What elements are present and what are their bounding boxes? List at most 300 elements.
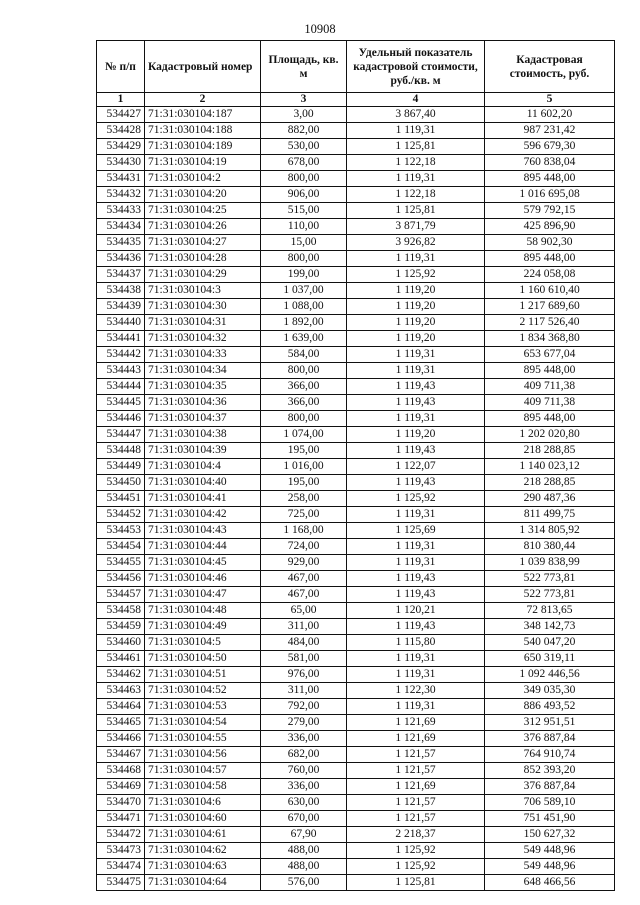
row-number-cell: 534460 — [97, 635, 145, 651]
cadastral-number-cell: 71:31:030104:188 — [145, 123, 261, 139]
cadastral-number-cell: 71:31:030104:36 — [145, 395, 261, 411]
area-cell: 724,00 — [261, 539, 347, 555]
row-number-cell: 534463 — [97, 683, 145, 699]
column-index: 5 — [485, 93, 615, 107]
row-number-cell: 534429 — [97, 139, 145, 155]
row-number-cell: 534436 — [97, 251, 145, 267]
table-row — [97, 299, 615, 315]
cadastral-cost-cell: 852 393,20 — [485, 763, 615, 779]
table-row — [97, 331, 615, 347]
cadastral-cost-cell: 886 493,52 — [485, 699, 615, 715]
area-cell: 366,00 — [261, 379, 347, 395]
unit-rate-cell: 1 122,18 — [347, 155, 485, 171]
row-number-cell: 534455 — [97, 555, 145, 571]
cadastral-cost-cell: 1 160 610,40 — [485, 283, 615, 299]
table-row — [97, 523, 615, 539]
cadastral-number-cell: 71:31:030104:20 — [145, 187, 261, 203]
table-row — [97, 155, 615, 171]
unit-rate-cell: 1 119,43 — [347, 475, 485, 491]
unit-rate-cell: 1 119,31 — [347, 363, 485, 379]
header-number: № п/п — [97, 41, 145, 93]
unit-rate-cell: 1 119,31 — [347, 347, 485, 363]
cadastral-cost-cell: 409 711,38 — [485, 395, 615, 411]
area-cell: 584,00 — [261, 347, 347, 363]
cadastral-number-cell: 71:31:030104:29 — [145, 267, 261, 283]
cadastral-cost-cell: 376 887,84 — [485, 779, 615, 795]
cadastral-cost-cell: 522 773,81 — [485, 587, 615, 603]
table-row — [97, 843, 615, 859]
area-cell: 800,00 — [261, 363, 347, 379]
area-cell: 800,00 — [261, 251, 347, 267]
cadastral-number-cell: 71:31:030104:33 — [145, 347, 261, 363]
cadastral-cost-cell: 579 792,15 — [485, 203, 615, 219]
table-row — [97, 635, 615, 651]
cadastral-number-cell: 71:31:030104:40 — [145, 475, 261, 491]
cadastral-number-cell: 71:31:030104:58 — [145, 779, 261, 795]
cadastral-cost-cell: 1 092 446,56 — [485, 667, 615, 683]
row-number-cell: 534437 — [97, 267, 145, 283]
row-number-cell: 534462 — [97, 667, 145, 683]
cadastral-cost-cell: 1 016 695,08 — [485, 187, 615, 203]
row-number-cell: 534450 — [97, 475, 145, 491]
cadastral-cost-cell: 290 487,36 — [485, 491, 615, 507]
unit-rate-cell: 1 122,18 — [347, 187, 485, 203]
cadastral-cost-cell: 540 047,20 — [485, 635, 615, 651]
unit-rate-cell: 1 119,20 — [347, 315, 485, 331]
unit-rate-cell: 1 119,31 — [347, 667, 485, 683]
cadastral-number-cell: 71:31:030104:43 — [145, 523, 261, 539]
area-cell: 630,00 — [261, 795, 347, 811]
unit-rate-cell: 1 119,31 — [347, 123, 485, 139]
cadastral-cost-cell: 895 448,00 — [485, 171, 615, 187]
header-row — [97, 41, 615, 93]
table-row — [97, 459, 615, 475]
row-number-cell: 534432 — [97, 187, 145, 203]
cadastral-cost-cell: 11 602,20 — [485, 107, 615, 123]
unit-rate-cell: 1 119,31 — [347, 651, 485, 667]
unit-rate-cell: 1 119,20 — [347, 299, 485, 315]
row-number-cell: 534448 — [97, 443, 145, 459]
row-number-cell: 534473 — [97, 843, 145, 859]
area-cell: 976,00 — [261, 667, 347, 683]
unit-rate-cell: 1 125,92 — [347, 843, 485, 859]
cadastral-number-cell: 71:31:030104:50 — [145, 651, 261, 667]
unit-rate-cell: 1 121,57 — [347, 747, 485, 763]
cadastral-cost-cell: 409 711,38 — [485, 379, 615, 395]
row-number-cell: 534471 — [97, 811, 145, 827]
area-cell: 467,00 — [261, 571, 347, 587]
table-row — [97, 251, 615, 267]
table-row — [97, 619, 615, 635]
cadastral-cost-cell: 224 058,08 — [485, 267, 615, 283]
row-number-cell: 534465 — [97, 715, 145, 731]
unit-rate-cell: 1 125,81 — [347, 875, 485, 891]
unit-rate-cell: 3 867,40 — [347, 107, 485, 123]
column-index: 1 — [97, 93, 145, 107]
row-number-cell: 534442 — [97, 347, 145, 363]
cadastral-number-cell: 71:31:030104:4 — [145, 459, 261, 475]
row-number-cell: 534447 — [97, 427, 145, 443]
unit-rate-cell: 1 121,57 — [347, 795, 485, 811]
cadastral-number-cell: 71:31:030104:41 — [145, 491, 261, 507]
unit-rate-cell: 1 121,69 — [347, 731, 485, 747]
row-number-cell: 534461 — [97, 651, 145, 667]
cadastral-cost-cell: 810 380,44 — [485, 539, 615, 555]
cadastral-number-cell: 71:31:030104:38 — [145, 427, 261, 443]
row-number-cell: 534456 — [97, 571, 145, 587]
table-row — [97, 795, 615, 811]
cadastral-cost-cell: 150 627,32 — [485, 827, 615, 843]
table-row — [97, 235, 615, 251]
area-cell: 1 016,00 — [261, 459, 347, 475]
unit-rate-cell: 1 125,92 — [347, 859, 485, 875]
page-number: 10908 — [304, 22, 336, 36]
row-number-cell: 534443 — [97, 363, 145, 379]
unit-rate-cell: 1 125,92 — [347, 267, 485, 283]
cadastral-cost-cell: 895 448,00 — [485, 251, 615, 267]
unit-rate-cell: 1 119,43 — [347, 619, 485, 635]
cadastral-cost-cell: 653 677,04 — [485, 347, 615, 363]
cadastral-cost-cell: 549 448,96 — [485, 859, 615, 875]
unit-rate-cell: 1 122,30 — [347, 683, 485, 699]
area-cell: 1 088,00 — [261, 299, 347, 315]
area-cell: 195,00 — [261, 475, 347, 491]
cadastral-number-cell: 71:31:030104:57 — [145, 763, 261, 779]
cadastral-number-cell: 71:31:030104:46 — [145, 571, 261, 587]
unit-rate-cell: 1 119,20 — [347, 331, 485, 347]
area-cell: 366,00 — [261, 395, 347, 411]
row-number-cell: 534444 — [97, 379, 145, 395]
cadastral-cost-cell: 1 834 368,80 — [485, 331, 615, 347]
table-row — [97, 587, 615, 603]
area-cell: 3,00 — [261, 107, 347, 123]
area-cell: 65,00 — [261, 603, 347, 619]
cadastral-number-cell: 71:31:030104:64 — [145, 875, 261, 891]
table-row — [97, 763, 615, 779]
cadastral-cost-cell: 811 499,75 — [485, 507, 615, 523]
unit-rate-cell: 1 120,21 — [347, 603, 485, 619]
table-row — [97, 267, 615, 283]
cadastral-cost-cell: 349 035,30 — [485, 683, 615, 699]
cadastral-number-cell: 71:31:030104:25 — [145, 203, 261, 219]
cadastral-cost-cell: 522 773,81 — [485, 571, 615, 587]
row-number-cell: 534452 — [97, 507, 145, 523]
area-cell: 311,00 — [261, 619, 347, 635]
area-cell: 515,00 — [261, 203, 347, 219]
cadastral-cost-cell: 895 448,00 — [485, 411, 615, 427]
table-row — [97, 859, 615, 875]
row-number-cell: 534472 — [97, 827, 145, 843]
unit-rate-cell: 1 119,43 — [347, 587, 485, 603]
row-number-cell: 534451 — [97, 491, 145, 507]
unit-rate-cell: 1 119,31 — [347, 411, 485, 427]
column-index: 2 — [145, 93, 261, 107]
row-number-cell: 534433 — [97, 203, 145, 219]
unit-rate-cell: 1 121,69 — [347, 715, 485, 731]
row-number-cell: 534441 — [97, 331, 145, 347]
row-number-cell: 534475 — [97, 875, 145, 891]
table-row — [97, 779, 615, 795]
row-number-cell: 534457 — [97, 587, 145, 603]
table-row — [97, 875, 615, 891]
row-number-cell: 534459 — [97, 619, 145, 635]
cadastral-number-cell: 71:31:030104:63 — [145, 859, 261, 875]
cadastral-cost-cell: 312 951,51 — [485, 715, 615, 731]
cadastral-table — [96, 40, 615, 891]
table-row — [97, 731, 615, 747]
cadastral-number-cell: 71:31:030104:5 — [145, 635, 261, 651]
cadastral-cost-cell: 1 202 020,80 — [485, 427, 615, 443]
cadastral-cost-cell: 650 319,11 — [485, 651, 615, 667]
cadastral-cost-cell: 895 448,00 — [485, 363, 615, 379]
table-row — [97, 603, 615, 619]
area-cell: 725,00 — [261, 507, 347, 523]
table-row — [97, 363, 615, 379]
unit-rate-cell: 1 119,31 — [347, 539, 485, 555]
area-cell: 800,00 — [261, 171, 347, 187]
row-number-cell: 534435 — [97, 235, 145, 251]
cadastral-cost-cell: 1 039 838,99 — [485, 555, 615, 571]
header-cadastral-number: Кадастровый номер — [145, 41, 261, 93]
area-cell: 792,00 — [261, 699, 347, 715]
cadastral-cost-cell: 425 896,90 — [485, 219, 615, 235]
cadastral-cost-cell: 751 451,90 — [485, 811, 615, 827]
area-cell: 800,00 — [261, 411, 347, 427]
area-cell: 1 037,00 — [261, 283, 347, 299]
table-row — [97, 171, 615, 187]
unit-rate-cell: 3 871,79 — [347, 219, 485, 235]
header-area: Площадь, кв. м — [261, 41, 347, 93]
unit-rate-cell: 1 125,81 — [347, 203, 485, 219]
cadastral-cost-cell: 218 288,85 — [485, 443, 615, 459]
cadastral-number-cell: 71:31:030104:19 — [145, 155, 261, 171]
unit-rate-cell: 1 125,81 — [347, 139, 485, 155]
unit-rate-cell: 1 121,69 — [347, 779, 485, 795]
table-row — [97, 443, 615, 459]
table-row — [97, 123, 615, 139]
area-cell: 1 074,00 — [261, 427, 347, 443]
table-row — [97, 491, 615, 507]
table-row — [97, 811, 615, 827]
area-cell: 882,00 — [261, 123, 347, 139]
cadastral-number-cell: 71:31:030104:27 — [145, 235, 261, 251]
unit-rate-cell: 1 121,57 — [347, 811, 485, 827]
cadastral-cost-cell: 1 140 023,12 — [485, 459, 615, 475]
row-number-cell: 534428 — [97, 123, 145, 139]
area-cell: 906,00 — [261, 187, 347, 203]
cadastral-number-cell: 71:31:030104:51 — [145, 667, 261, 683]
unit-rate-cell: 1 125,69 — [347, 523, 485, 539]
unit-rate-cell: 1 119,31 — [347, 251, 485, 267]
unit-rate-cell: 1 119,43 — [347, 395, 485, 411]
unit-rate-cell: 1 119,43 — [347, 443, 485, 459]
unit-rate-cell: 1 119,20 — [347, 283, 485, 299]
cadastral-number-cell: 71:31:030104:31 — [145, 315, 261, 331]
cadastral-number-cell: 71:31:030104:49 — [145, 619, 261, 635]
cadastral-number-cell: 71:31:030104:39 — [145, 443, 261, 459]
row-number-cell: 534474 — [97, 859, 145, 875]
area-cell: 682,00 — [261, 747, 347, 763]
cadastral-cost-cell: 2 117 526,40 — [485, 315, 615, 331]
row-number-cell: 534427 — [97, 107, 145, 123]
cadastral-cost-cell: 987 231,42 — [485, 123, 615, 139]
cadastral-cost-cell: 648 466,56 — [485, 875, 615, 891]
table-row — [97, 203, 615, 219]
cadastral-cost-cell: 218 288,85 — [485, 475, 615, 491]
area-cell: 581,00 — [261, 651, 347, 667]
area-cell: 110,00 — [261, 219, 347, 235]
row-number-cell: 534468 — [97, 763, 145, 779]
cadastral-cost-cell: 596 679,30 — [485, 139, 615, 155]
row-number-cell: 534440 — [97, 315, 145, 331]
row-number-cell: 534438 — [97, 283, 145, 299]
area-cell: 530,00 — [261, 139, 347, 155]
table-row — [97, 715, 615, 731]
header-unit-rate: Удельный показатель кадастровой стоимости, руб./кв. м — [347, 41, 485, 93]
area-cell: 199,00 — [261, 267, 347, 283]
cadastral-number-cell: 71:31:030104:30 — [145, 299, 261, 315]
cadastral-cost-cell: 376 887,84 — [485, 731, 615, 747]
cadastral-number-cell: 71:31:030104:34 — [145, 363, 261, 379]
row-number-cell: 534430 — [97, 155, 145, 171]
row-number-cell: 534469 — [97, 779, 145, 795]
area-cell: 311,00 — [261, 683, 347, 699]
column-index-row — [97, 93, 615, 107]
cadastral-cost-cell: 72 813,65 — [485, 603, 615, 619]
cadastral-number-cell: 71:31:030104:37 — [145, 411, 261, 427]
unit-rate-cell: 1 119,20 — [347, 427, 485, 443]
cadastral-number-cell: 71:31:030104:6 — [145, 795, 261, 811]
cadastral-number-cell: 71:31:030104:55 — [145, 731, 261, 747]
row-number-cell: 534431 — [97, 171, 145, 187]
unit-rate-cell: 1 119,31 — [347, 171, 485, 187]
table-row — [97, 651, 615, 667]
cadastral-number-cell: 71:31:030104:56 — [145, 747, 261, 763]
area-cell: 1 639,00 — [261, 331, 347, 347]
table-row — [97, 315, 615, 331]
table-row — [97, 219, 615, 235]
cadastral-number-cell: 71:31:030104:62 — [145, 843, 261, 859]
table-row — [97, 187, 615, 203]
area-cell: 576,00 — [261, 875, 347, 891]
table-row — [97, 347, 615, 363]
area-cell: 488,00 — [261, 843, 347, 859]
area-cell: 760,00 — [261, 763, 347, 779]
cadastral-number-cell: 71:31:030104:187 — [145, 107, 261, 123]
area-cell: 15,00 — [261, 235, 347, 251]
row-number-cell: 534453 — [97, 523, 145, 539]
area-cell: 67,90 — [261, 827, 347, 843]
area-cell: 467,00 — [261, 587, 347, 603]
row-number-cell: 534470 — [97, 795, 145, 811]
table-row — [97, 571, 615, 587]
cadastral-cost-cell: 1 217 689,60 — [485, 299, 615, 315]
row-number-cell: 534466 — [97, 731, 145, 747]
column-index: 4 — [347, 93, 485, 107]
table-row — [97, 667, 615, 683]
unit-rate-cell: 1 119,43 — [347, 571, 485, 587]
table-row — [97, 283, 615, 299]
row-number-cell: 534445 — [97, 395, 145, 411]
table-row — [97, 395, 615, 411]
cadastral-cost-cell: 58 902,30 — [485, 235, 615, 251]
cadastral-number-cell: 71:31:030104:3 — [145, 283, 261, 299]
row-number-cell: 534454 — [97, 539, 145, 555]
cadastral-number-cell: 71:31:030104:28 — [145, 251, 261, 267]
table-row — [97, 507, 615, 523]
table-row — [97, 411, 615, 427]
area-cell: 279,00 — [261, 715, 347, 731]
cadastral-number-cell: 71:31:030104:2 — [145, 171, 261, 187]
table-row — [97, 683, 615, 699]
unit-rate-cell: 2 218,37 — [347, 827, 485, 843]
cadastral-cost-cell: 760 838,04 — [485, 155, 615, 171]
cadastral-cost-cell: 764 910,74 — [485, 747, 615, 763]
table-row — [97, 139, 615, 155]
cadastral-cost-cell: 348 142,73 — [485, 619, 615, 635]
cadastral-number-cell: 71:31:030104:32 — [145, 331, 261, 347]
cadastral-cost-cell: 549 448,96 — [485, 843, 615, 859]
area-cell: 258,00 — [261, 491, 347, 507]
cadastral-number-cell: 71:31:030104:189 — [145, 139, 261, 155]
row-number-cell: 534434 — [97, 219, 145, 235]
area-cell: 336,00 — [261, 779, 347, 795]
cadastral-number-cell: 71:31:030104:26 — [145, 219, 261, 235]
cadastral-number-cell: 71:31:030104:47 — [145, 587, 261, 603]
cadastral-number-cell: 71:31:030104:52 — [145, 683, 261, 699]
table-row — [97, 827, 615, 843]
column-index: 3 — [261, 93, 347, 107]
area-cell: 1 168,00 — [261, 523, 347, 539]
table-row — [97, 699, 615, 715]
table-row — [97, 555, 615, 571]
cadastral-number-cell: 71:31:030104:54 — [145, 715, 261, 731]
cadastral-number-cell: 71:31:030104:35 — [145, 379, 261, 395]
row-number-cell: 534467 — [97, 747, 145, 763]
table-row — [97, 475, 615, 491]
table-row — [97, 747, 615, 763]
row-number-cell: 534446 — [97, 411, 145, 427]
row-number-cell: 534458 — [97, 603, 145, 619]
table-row — [97, 107, 615, 123]
area-cell: 488,00 — [261, 859, 347, 875]
table-row — [97, 379, 615, 395]
cadastral-number-cell: 71:31:030104:44 — [145, 539, 261, 555]
table-row — [97, 427, 615, 443]
area-cell: 195,00 — [261, 443, 347, 459]
row-number-cell: 534449 — [97, 459, 145, 475]
area-cell: 678,00 — [261, 155, 347, 171]
cadastral-number-cell: 71:31:030104:53 — [145, 699, 261, 715]
unit-rate-cell: 3 926,82 — [347, 235, 485, 251]
cadastral-number-cell: 71:31:030104:60 — [145, 811, 261, 827]
unit-rate-cell: 1 122,07 — [347, 459, 485, 475]
unit-rate-cell: 1 119,31 — [347, 699, 485, 715]
row-number-cell: 534439 — [97, 299, 145, 315]
area-cell: 484,00 — [261, 635, 347, 651]
table-row — [97, 539, 615, 555]
row-number-cell: 534464 — [97, 699, 145, 715]
table-body — [97, 107, 615, 891]
cadastral-number-cell: 71:31:030104:42 — [145, 507, 261, 523]
cadastral-number-cell: 71:31:030104:61 — [145, 827, 261, 843]
unit-rate-cell: 1 119,43 — [347, 379, 485, 395]
area-cell: 929,00 — [261, 555, 347, 571]
area-cell: 1 892,00 — [261, 315, 347, 331]
cadastral-cost-cell: 1 314 805,92 — [485, 523, 615, 539]
area-cell: 670,00 — [261, 811, 347, 827]
unit-rate-cell: 1 119,31 — [347, 507, 485, 523]
